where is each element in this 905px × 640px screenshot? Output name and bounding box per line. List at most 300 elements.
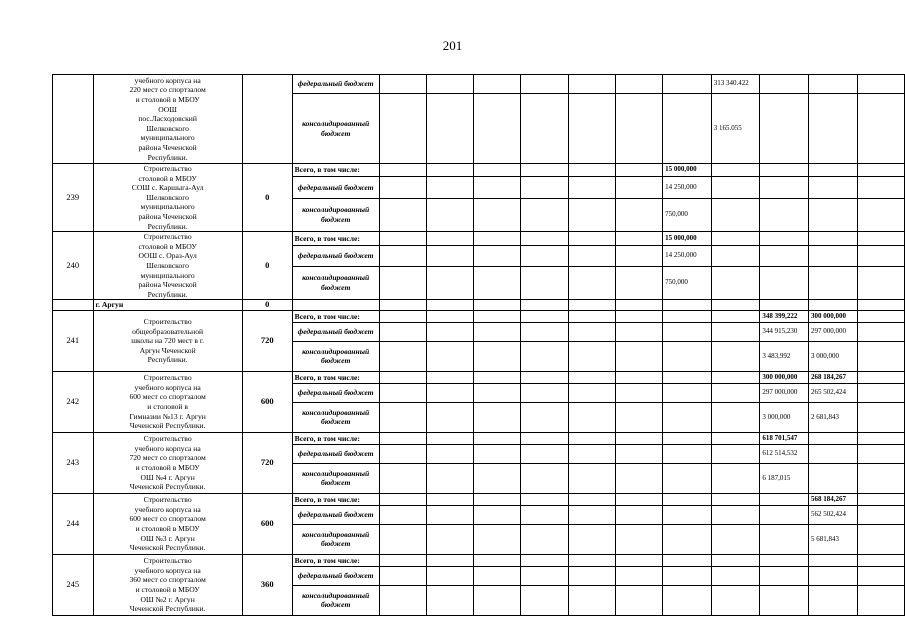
empty-cell — [426, 266, 473, 300]
value-cell: 750,000 — [663, 266, 712, 300]
empty-cell — [568, 524, 615, 554]
capacity: 0 — [242, 232, 292, 300]
empty-cell — [857, 341, 904, 371]
empty-cell — [857, 554, 904, 566]
empty-cell — [521, 232, 568, 245]
value-cell: 3 000,000 — [760, 402, 809, 432]
empty-cell — [426, 524, 473, 554]
empty-cell — [521, 164, 568, 177]
empty-cell — [809, 432, 858, 444]
empty-cell — [857, 164, 904, 177]
value-cell: 618 701,547 — [760, 432, 809, 444]
empty-cell — [857, 232, 904, 245]
empty-cell — [615, 585, 662, 615]
empty-cell — [426, 402, 473, 432]
value-cell: 300 000,000 — [809, 310, 858, 322]
empty-cell — [379, 164, 426, 177]
table-row — [53, 164, 905, 177]
value-cell: 6 187,015 — [760, 463, 809, 493]
empty-cell — [474, 94, 521, 164]
row-number: 242 — [53, 371, 94, 432]
empty-cell — [711, 164, 760, 177]
empty-cell — [760, 524, 809, 554]
empty-cell — [615, 310, 662, 322]
funding-source: Всего, в том числе: — [292, 310, 379, 322]
empty-cell — [711, 444, 760, 463]
empty-cell — [760, 554, 809, 566]
funding-source: Всего, в том числе: — [292, 493, 379, 505]
value-cell: 348 399,222 — [760, 310, 809, 322]
empty-cell — [663, 554, 712, 566]
empty-cell — [711, 402, 760, 432]
empty-cell — [521, 94, 568, 164]
empty-cell — [711, 300, 760, 311]
empty-cell — [379, 524, 426, 554]
empty-cell — [521, 493, 568, 505]
empty-cell — [568, 444, 615, 463]
empty-cell — [379, 310, 426, 322]
empty-cell — [426, 444, 473, 463]
empty-cell — [379, 566, 426, 585]
empty-cell — [474, 371, 521, 383]
empty-cell — [857, 177, 904, 198]
empty-cell — [426, 164, 473, 177]
empty-cell — [568, 432, 615, 444]
empty-cell — [857, 524, 904, 554]
empty-cell — [711, 266, 760, 300]
empty-cell — [379, 198, 426, 232]
empty-cell — [663, 402, 712, 432]
value-cell: 268 184,267 — [809, 371, 858, 383]
value-cell: 3 165.055 — [711, 94, 760, 164]
empty-cell — [426, 245, 473, 266]
row-number: 239 — [53, 164, 94, 232]
value-cell: 3 000,000 — [809, 341, 858, 371]
empty-cell — [711, 198, 760, 232]
empty-cell — [474, 444, 521, 463]
value-cell: 265 502,424 — [809, 383, 858, 402]
value-cell: 2 681,843 — [809, 402, 858, 432]
empty-cell — [379, 371, 426, 383]
empty-cell — [809, 566, 858, 585]
empty-cell — [474, 198, 521, 232]
empty-cell — [426, 463, 473, 493]
empty-cell — [663, 94, 712, 164]
empty-cell — [521, 585, 568, 615]
empty-cell — [809, 300, 858, 311]
empty-cell — [521, 432, 568, 444]
empty-cell — [568, 383, 615, 402]
empty-cell — [568, 566, 615, 585]
empty-cell — [426, 432, 473, 444]
empty-cell — [521, 198, 568, 232]
funding-source: федеральный бюджет — [292, 505, 379, 524]
capacity: 360 — [242, 554, 292, 615]
page-number: 201 — [442, 38, 463, 53]
empty-cell — [426, 585, 473, 615]
empty-cell — [292, 300, 379, 311]
capacity: 600 — [242, 493, 292, 554]
empty-cell — [711, 341, 760, 371]
empty-cell — [521, 444, 568, 463]
empty-cell — [663, 566, 712, 585]
empty-cell — [615, 505, 662, 524]
empty-cell — [615, 463, 662, 493]
value-cell: 15 000,000 — [663, 232, 712, 245]
empty-cell — [615, 198, 662, 232]
empty-cell — [615, 444, 662, 463]
row-number: 245 — [53, 554, 94, 615]
empty-cell — [711, 566, 760, 585]
funding-source: консолидированный бюджет — [292, 266, 379, 300]
empty-cell — [615, 566, 662, 585]
empty-cell — [857, 94, 904, 164]
empty-cell — [521, 341, 568, 371]
empty-cell — [615, 164, 662, 177]
empty-cell — [663, 524, 712, 554]
empty-cell — [379, 554, 426, 566]
funding-source: консолидированный бюджет — [292, 463, 379, 493]
funding-source: федеральный бюджет — [292, 322, 379, 341]
empty-cell — [809, 94, 858, 164]
empty-cell — [568, 371, 615, 383]
table-row — [53, 493, 905, 505]
empty-cell — [615, 177, 662, 198]
empty-cell — [857, 300, 904, 311]
empty-cell — [809, 554, 858, 566]
empty-cell — [809, 198, 858, 232]
empty-cell — [615, 266, 662, 300]
empty-cell — [474, 524, 521, 554]
empty-cell — [809, 232, 858, 245]
funding-source: Всего, в том числе: — [292, 164, 379, 177]
empty-cell — [474, 266, 521, 300]
value-cell: 297 000,000 — [809, 322, 858, 341]
object-name: Строительство учебного корпуса на 600 мест со спортзалом и столовой в Гимназии №13 г. Аргун Чеченской Республики. — [93, 371, 242, 432]
empty-cell — [426, 371, 473, 383]
empty-cell — [379, 585, 426, 615]
empty-cell — [521, 322, 568, 341]
row-number: 243 — [53, 432, 94, 493]
empty-cell — [568, 177, 615, 198]
empty-cell — [426, 322, 473, 341]
empty-cell — [426, 232, 473, 245]
empty-cell — [615, 371, 662, 383]
row-number — [53, 300, 94, 311]
empty-cell — [426, 198, 473, 232]
value-cell: 562 502,424 — [809, 505, 858, 524]
value-cell: 15 000,000 — [663, 164, 712, 177]
empty-cell — [760, 232, 809, 245]
budget-table — [52, 74, 905, 616]
empty-cell — [857, 310, 904, 322]
empty-cell — [857, 75, 904, 94]
empty-cell — [521, 524, 568, 554]
value-cell: 5 681,843 — [809, 524, 858, 554]
empty-cell — [615, 300, 662, 311]
empty-cell — [711, 505, 760, 524]
empty-cell — [615, 554, 662, 566]
table-row — [53, 232, 905, 245]
empty-cell — [568, 585, 615, 615]
empty-cell — [663, 300, 712, 311]
funding-source: федеральный бюджет — [292, 75, 379, 94]
empty-cell — [426, 341, 473, 371]
value-cell: 568 184,267 — [809, 493, 858, 505]
empty-cell — [426, 300, 473, 311]
empty-cell — [760, 266, 809, 300]
city-name: г. Аргун — [93, 300, 242, 311]
empty-cell — [568, 554, 615, 566]
empty-cell — [663, 310, 712, 322]
empty-cell — [711, 524, 760, 554]
empty-cell — [568, 310, 615, 322]
empty-cell — [615, 341, 662, 371]
empty-cell — [615, 75, 662, 94]
empty-cell — [474, 341, 521, 371]
empty-cell — [379, 75, 426, 94]
empty-cell — [379, 94, 426, 164]
empty-cell — [711, 371, 760, 383]
empty-cell — [857, 371, 904, 383]
empty-cell — [711, 432, 760, 444]
empty-cell — [760, 300, 809, 311]
empty-cell — [521, 505, 568, 524]
empty-cell — [474, 432, 521, 444]
funding-source: Всего, в том числе: — [292, 432, 379, 444]
table-row — [53, 310, 905, 322]
empty-cell — [379, 505, 426, 524]
funding-source: федеральный бюджет — [292, 444, 379, 463]
empty-cell — [568, 505, 615, 524]
value-cell: 14 250,000 — [663, 245, 712, 266]
city-row — [53, 300, 905, 311]
empty-cell — [809, 585, 858, 615]
value-cell: 612 514,532 — [760, 444, 809, 463]
empty-cell — [568, 266, 615, 300]
empty-cell — [711, 493, 760, 505]
empty-cell — [809, 245, 858, 266]
empty-cell — [474, 164, 521, 177]
empty-cell — [379, 402, 426, 432]
empty-cell — [474, 383, 521, 402]
empty-cell — [568, 402, 615, 432]
empty-cell — [379, 341, 426, 371]
empty-cell — [474, 75, 521, 94]
value-cell: 3 483,992 — [760, 341, 809, 371]
funding-source: Всего, в том числе: — [292, 232, 379, 245]
empty-cell — [426, 177, 473, 198]
empty-cell — [379, 300, 426, 311]
empty-cell — [760, 566, 809, 585]
funding-source: федеральный бюджет — [292, 566, 379, 585]
empty-cell — [474, 554, 521, 566]
empty-cell — [474, 245, 521, 266]
empty-cell — [760, 585, 809, 615]
capacity: 720 — [242, 310, 292, 371]
empty-cell — [615, 524, 662, 554]
empty-cell — [857, 266, 904, 300]
capacity: 0 — [242, 300, 292, 311]
object-name: Строительство столовой в МБОУ СОШ с. Каршыга-Аул Шелковского муниципального района Чеченской Республики. — [93, 164, 242, 232]
empty-cell — [857, 566, 904, 585]
empty-cell — [711, 245, 760, 266]
empty-cell — [521, 463, 568, 493]
empty-cell — [568, 232, 615, 245]
empty-cell — [857, 402, 904, 432]
empty-cell — [474, 300, 521, 311]
empty-cell — [568, 493, 615, 505]
empty-cell — [615, 383, 662, 402]
empty-cell — [615, 402, 662, 432]
empty-cell — [663, 371, 712, 383]
value-cell: 297 000,000 — [760, 383, 809, 402]
empty-cell — [521, 402, 568, 432]
funding-source: федеральный бюджет — [292, 177, 379, 198]
empty-cell — [379, 245, 426, 266]
empty-cell — [426, 505, 473, 524]
funding-source: консолидированный бюджет — [292, 585, 379, 615]
row-number: 241 — [53, 310, 94, 371]
empty-cell — [568, 300, 615, 311]
empty-cell — [663, 585, 712, 615]
table-row — [53, 432, 905, 444]
funding-source: консолидированный бюджет — [292, 341, 379, 371]
empty-cell — [521, 383, 568, 402]
empty-cell — [615, 493, 662, 505]
empty-cell — [474, 585, 521, 615]
empty-cell — [711, 463, 760, 493]
empty-cell — [474, 493, 521, 505]
value-cell: 344 915,230 — [760, 322, 809, 341]
value-cell: 313 340.422 — [711, 75, 760, 94]
empty-cell — [474, 322, 521, 341]
empty-cell — [760, 94, 809, 164]
empty-cell — [379, 322, 426, 341]
empty-cell — [426, 554, 473, 566]
empty-cell — [615, 245, 662, 266]
value-cell: 750,000 — [663, 198, 712, 232]
empty-cell — [426, 94, 473, 164]
funding-source: консолидированный бюджет — [292, 524, 379, 554]
empty-cell — [615, 94, 662, 164]
value-cell: 14 250,000 — [663, 177, 712, 198]
empty-cell — [379, 383, 426, 402]
capacity — [242, 75, 292, 164]
empty-cell — [521, 266, 568, 300]
empty-cell — [426, 75, 473, 94]
empty-cell — [760, 164, 809, 177]
table-row — [53, 75, 905, 94]
empty-cell — [521, 300, 568, 311]
empty-cell — [663, 383, 712, 402]
empty-cell — [379, 266, 426, 300]
empty-cell — [857, 505, 904, 524]
object-name: Строительство учебного корпуса на 600 мест со спортзалом и столовой в МБОУ ОШ №3 г. Аргун Чеченской Республики. — [93, 493, 242, 554]
empty-cell — [711, 585, 760, 615]
funding-source: федеральный бюджет — [292, 245, 379, 266]
empty-cell — [663, 322, 712, 341]
empty-cell — [568, 245, 615, 266]
empty-cell — [857, 463, 904, 493]
empty-cell — [760, 198, 809, 232]
empty-cell — [474, 505, 521, 524]
empty-cell — [663, 341, 712, 371]
funding-source: консолидированный бюджет — [292, 94, 379, 164]
empty-cell — [379, 177, 426, 198]
empty-cell — [711, 310, 760, 322]
empty-cell — [426, 493, 473, 505]
empty-cell — [426, 566, 473, 585]
empty-cell — [809, 463, 858, 493]
empty-cell — [568, 341, 615, 371]
empty-cell — [474, 566, 521, 585]
empty-cell — [474, 177, 521, 198]
empty-cell — [857, 444, 904, 463]
empty-cell — [711, 383, 760, 402]
empty-cell — [857, 432, 904, 444]
empty-cell — [809, 266, 858, 300]
empty-cell — [760, 75, 809, 94]
empty-cell — [615, 322, 662, 341]
empty-cell — [663, 505, 712, 524]
empty-cell — [857, 493, 904, 505]
empty-cell — [857, 322, 904, 341]
table-row — [53, 371, 905, 383]
empty-cell — [857, 198, 904, 232]
funding-source: Всего, в том числе: — [292, 554, 379, 566]
object-name: Строительство учебного корпуса на 720 мест со спортзалом и столовой в МБОУ ОШ №4 г. Аргун Чеченской Республики. — [93, 432, 242, 493]
empty-cell — [568, 322, 615, 341]
empty-cell — [521, 554, 568, 566]
empty-cell — [663, 432, 712, 444]
empty-cell — [857, 585, 904, 615]
empty-cell — [568, 75, 615, 94]
object-name: учебного корпуса на 220 мест со спортзалом и столовой в МБОУ ООШ пос.Ласходовский Шелковского муниципального района Чеченской Республики. — [93, 75, 242, 164]
value-cell: 300 000,000 — [760, 371, 809, 383]
capacity: 720 — [242, 432, 292, 493]
empty-cell — [521, 371, 568, 383]
empty-cell — [379, 463, 426, 493]
empty-cell — [809, 75, 858, 94]
capacity: 0 — [242, 164, 292, 232]
empty-cell — [521, 245, 568, 266]
empty-cell — [760, 245, 809, 266]
empty-cell — [809, 444, 858, 463]
funding-source: консолидированный бюджет — [292, 402, 379, 432]
empty-cell — [663, 463, 712, 493]
table-row — [53, 554, 905, 566]
funding-source: консолидированный бюджет — [292, 198, 379, 232]
empty-cell — [474, 463, 521, 493]
funding-source: Всего, в том числе: — [292, 371, 379, 383]
object-name: Строительство общеобразовательной школы на 720 мест в г. Аргун Чеченской Республики. — [93, 310, 242, 371]
empty-cell — [857, 383, 904, 402]
empty-cell — [521, 75, 568, 94]
empty-cell — [809, 177, 858, 198]
empty-cell — [615, 232, 662, 245]
empty-cell — [857, 245, 904, 266]
empty-cell — [474, 402, 521, 432]
object-name: Строительство учебного корпуса на 360 мест со спортзалом и столовой в МБОУ ОШ №2 г. Аргун Чеченской Республики. — [93, 554, 242, 615]
empty-cell — [474, 232, 521, 245]
empty-cell — [615, 432, 662, 444]
empty-cell — [711, 322, 760, 341]
empty-cell — [426, 310, 473, 322]
empty-cell — [426, 383, 473, 402]
row-number: 240 — [53, 232, 94, 300]
empty-cell — [379, 432, 426, 444]
